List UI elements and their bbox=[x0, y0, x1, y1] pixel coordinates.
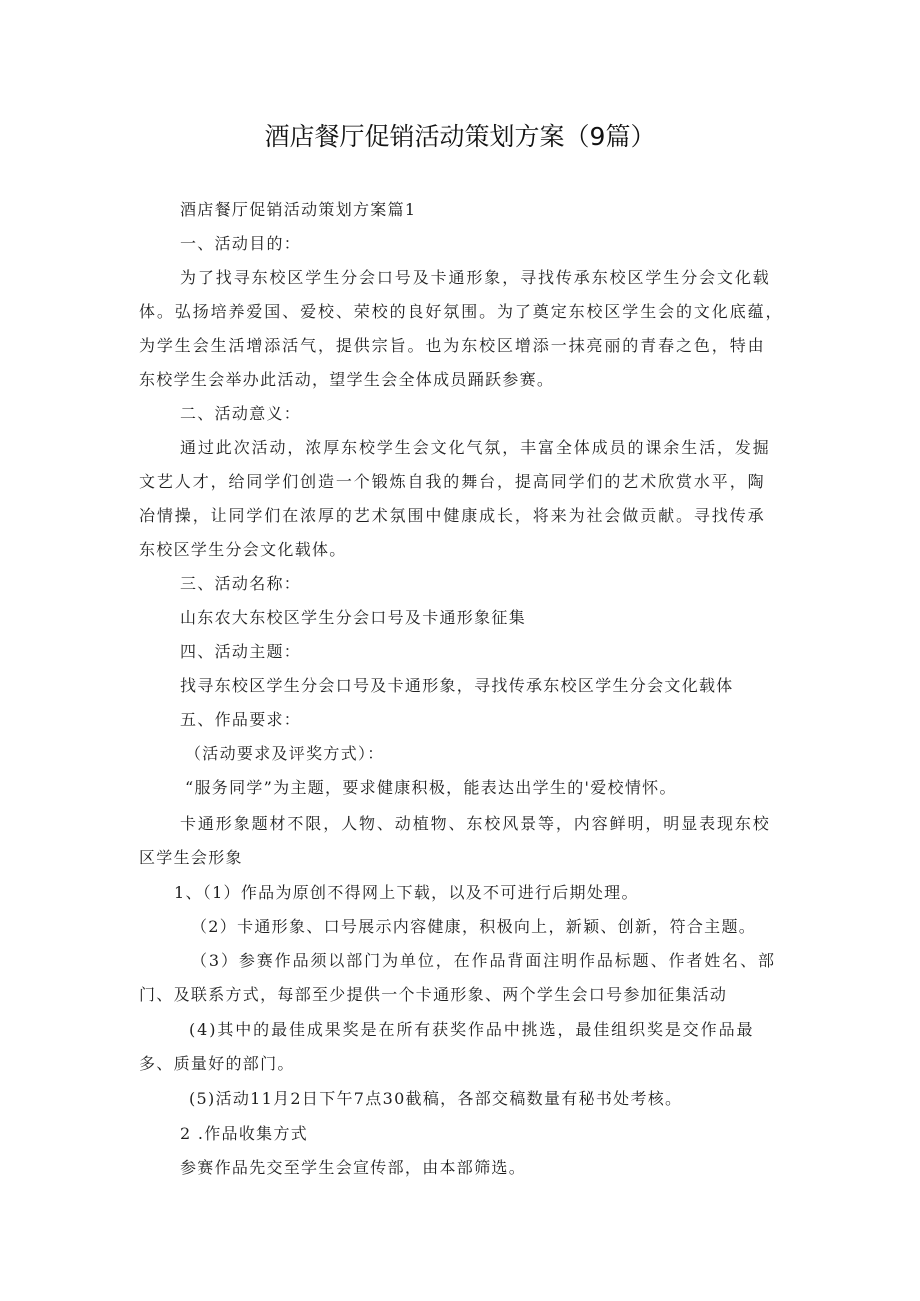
paragraph-line: 山东农大东校区学生分会口号及卡通形象征集 bbox=[180, 608, 527, 627]
paragraph-line: 东校区学生分会文化载体。 bbox=[139, 540, 347, 559]
list-item-continuation: 多、质量好的部门。 bbox=[139, 1054, 295, 1073]
list-item: (5)活动11月2日下午7点30截稿，各部交稿数量有秘书处考核。 bbox=[189, 1089, 683, 1108]
paragraph-line: 体。弘扬培养爱国、爱校、荣校的良好氛围。为了奠定东校区学生会的文化底蕴， bbox=[139, 302, 784, 321]
item-heading: 2 .作品收集方式 bbox=[180, 1124, 309, 1143]
paragraph-line: （活动要求及评奖方式）： bbox=[185, 744, 385, 763]
paragraph-line: 为了找寻东校区学生分会口号及卡通形象，寻找传承东校区学生分会文化载 bbox=[180, 268, 771, 287]
paragraph-line: 找寻东校区学生分会口号及卡通形象，寻找传承东校区学生分会文化载体 bbox=[180, 676, 734, 695]
paragraph-line: 通过此次活动，浓厚东校学生会文化气氛，丰富全体成员的课余生活，发掘 bbox=[180, 438, 771, 457]
paragraph-line: “服务同学”为主题，要求健康积极，能表达出学生的'爱校情怀。 bbox=[185, 778, 677, 797]
list-item-continuation: 门、及联系方式，每部至少提供一个卡通形象、两个学生会口号参加征集活动 bbox=[139, 985, 728, 1004]
list-item: （3）参赛作品须以部门为单位，在作品背面注明作品标题、作者姓名、部 bbox=[191, 951, 776, 970]
paragraph-line: 区学生会形象 bbox=[139, 848, 243, 867]
list-item: (4)其中的最佳成果奖是在所有获奖作品中挑选，最佳组织奖是交作品最 bbox=[189, 1020, 755, 1039]
section-heading: 酒店餐厅促销活动策划方案篇1 bbox=[180, 200, 417, 219]
item-heading: 三、活动名称： bbox=[180, 574, 302, 593]
paragraph-line: 东校学生会举办此活动，望学生会全体成员踊跃参赛。 bbox=[139, 370, 555, 389]
paragraph-line: 冶情操，让同学们在浓厚的艺术氛围中健康成长，将来为社会做贡献。寻找传承 bbox=[139, 506, 766, 525]
paragraph-line: 为学生会生活增添活气，提供宗旨。也为东校区增添一抹亮丽的青春之色，特由 bbox=[139, 336, 766, 355]
list-item: （2）卡通形象、口号展示内容健康，积极向上，新颖、创新，符合主题。 bbox=[191, 917, 757, 936]
document-title: 酒店餐厅促销活动策划方案（9篇） bbox=[264, 122, 656, 151]
item-heading: 四、活动主题： bbox=[180, 642, 302, 661]
paragraph-line: 文艺人才，给同学们创造一个锻炼自我的舞台，提高同学们的艺术欣赏水平，陶 bbox=[139, 472, 766, 491]
paragraph-line: 卡通形象题材不限，人物、动植物、东校风景等，内容鲜明，明显表现东校 bbox=[180, 814, 771, 833]
list-item: 1、（1）作品为原创不得网上下载，以及不可进行后期处理。 bbox=[174, 883, 639, 902]
item-heading: 一、活动目的： bbox=[180, 234, 302, 253]
paragraph-line: 参赛作品先交至学生会宣传部，由本部筛选。 bbox=[180, 1158, 527, 1177]
item-heading: 五、作品要求： bbox=[180, 710, 302, 729]
item-heading: 二、活动意义： bbox=[180, 404, 302, 423]
